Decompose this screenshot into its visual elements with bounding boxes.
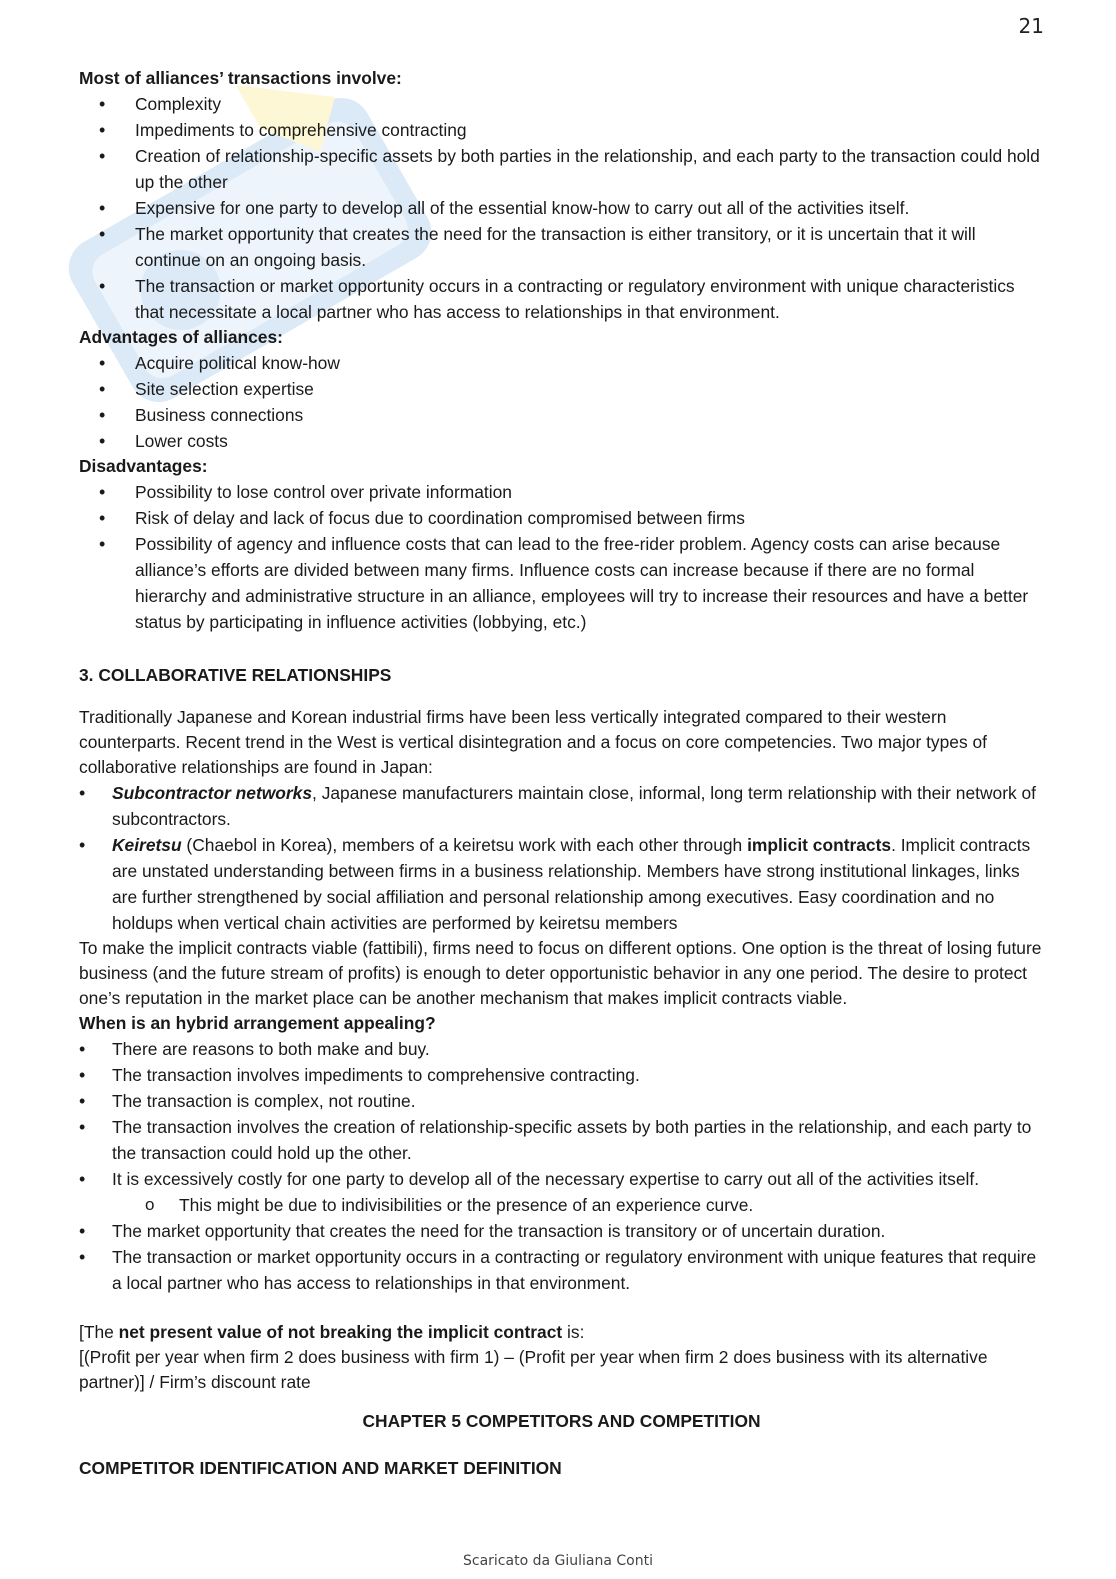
disadvantages-heading: Disadvantages: — [79, 456, 208, 476]
npv-prefix: [The — [79, 1322, 119, 1343]
list-item: • Acquire political know-how — [79, 350, 1044, 376]
npv-line — [79, 1320, 1044, 1345]
implicit-contracts-paragraph: To make the implicit contracts viable (fattibili), firms need to focus on different options. One option is the threat of losing future business (and the future stream of profits) is enough to deter opportunistic behavior in any one period. The desire to protect one’s reputation in the market place can be another mechanism that makes implicit contracts viable. — [79, 938, 1042, 1009]
advantages-heading: Advantages of alliances: — [79, 327, 283, 347]
npv-bold: net present value of not breaking the implicit contract — [118, 1322, 563, 1343]
list-item: • The transaction involves impediments to comprehensive contracting. — [79, 1062, 1044, 1088]
list-item: • The transaction or market opportunity occurs in a contracting or regulatory environment with unique characteristics that necessitate a local partner who has access to relationships in that environment. — [79, 273, 1044, 325]
list-item: • Site selection expertise — [79, 376, 1044, 402]
hybrid-list — [79, 1036, 1044, 1296]
list-item: • Complexity — [79, 91, 1044, 117]
list-item — [79, 780, 1044, 832]
page-number: 21 — [1018, 14, 1044, 38]
collab-section-title: 3. COLLABORATIVE RELATIONSHIPS — [79, 665, 392, 685]
subcontractor-text: , Japanese manufacturers maintain close, informal, long term relationship with their network of subcontractors. — [112, 783, 1037, 830]
list-item: • Impediments to comprehensive contracting — [79, 117, 1044, 143]
list-item: • The transaction or market opportunity occurs in a contracting or regulatory environment with unique features that require a local partner who has access to relationships in that environment. — [79, 1244, 1044, 1296]
list-item: • It is excessively costly for one party to develop all of the necessary expertise to carry out all of the activities itself. — [79, 1166, 1044, 1192]
sub-list-item: o This might be due to indivisibilities or the presence of an experience curve. — [79, 1192, 1044, 1218]
disadvantages-list — [79, 479, 1044, 635]
alliances-heading: Most of alliances’ transactions involve: — [79, 68, 402, 88]
list-item: • Expensive for one party to develop all of the essential know-how to carry out all of the activities itself. — [79, 195, 1044, 221]
list-item: • The transaction involves the creation of relationship-specific assets by both parties in the relationship, and each party to the transaction could hold up the other. — [79, 1114, 1044, 1166]
advantages-list — [79, 350, 1044, 454]
collab-intro: Traditionally Japanese and Korean industrial firms have been less vertically integrated compared to their western counterparts. Recent trend in the West is vertical disintegration and a focus on core competencies. Two major types of collaborative relationships are found in Japan: — [79, 707, 987, 778]
list-item: • Risk of delay and lack of focus due to coordination compromised between firms — [79, 505, 1044, 531]
list-item: • There are reasons to both make and buy. — [79, 1036, 1044, 1062]
chapter-title: CHAPTER 5 COMPETITORS AND COMPETITION — [362, 1411, 761, 1432]
list-item: • Creation of relationship-specific assets by both parties in the relationship, and each party to the transaction could hold up the other — [79, 143, 1044, 195]
document-body — [79, 66, 1044, 1499]
list-item: • Lower costs — [79, 428, 1044, 454]
hybrid-heading: When is an hybrid arrangement appealing? — [79, 1013, 436, 1034]
implicit-contracts-term: implicit contracts — [747, 835, 892, 856]
keiretsu-text-cont: . Implicit contracts are unstated understanding between firms in a business relationship. Members have strong institutional linkages, links are further strengthened by social affiliation and personal relationship among executives. Easy coordination and no holdups when vertical chain activities are performed by keiretsu members — [112, 835, 1031, 934]
list-item — [79, 832, 1044, 936]
footer-credit: Scaricato da Giuliana Conti — [463, 1553, 653, 1569]
subchapter-title: COMPETITOR IDENTIFICATION AND MARKET DEFINITION — [79, 1458, 562, 1479]
npv-formula: [(Profit per year when firm 2 does business with firm 1) – (Profit per year when firm 2 does business with its alternative partner)] / Firm’s discount rate — [79, 1347, 988, 1393]
spacer — [79, 1296, 1044, 1320]
npv-suffix: is: — [562, 1322, 585, 1343]
keiretsu-text: (Chaebol in Korea), members of a keiretsu work with each other through — [181, 835, 748, 856]
term-subcontractor: Subcontractor networks — [112, 783, 313, 804]
list-item: • Possibility of agency and influence costs that can lead to the free-rider problem. Agency costs can arise because alliance’s efforts are divided between many firms. Influence costs can increase because if there are no formal hierarchy and administrative structure in an alliance, employees will try to increase their resources and have a better status by participating in influence activities (lobbying, etc.) — [79, 531, 1044, 635]
list-item: • The transaction is complex, not routine. — [79, 1088, 1044, 1114]
list-item: • The market opportunity that creates the need for the transaction is transitory or of uncertain duration. — [79, 1218, 1044, 1244]
term-keiretsu: Keiretsu — [112, 835, 182, 856]
list-item: • The market opportunity that creates the need for the transaction is either transitory, or it is uncertain that it will continue on an ongoing basis. — [79, 221, 1044, 273]
list-item: • Business connections — [79, 402, 1044, 428]
list-item: • Possibility to lose control over private information — [79, 479, 1044, 505]
alliances-list — [79, 91, 1044, 325]
collab-types-list — [79, 780, 1044, 936]
